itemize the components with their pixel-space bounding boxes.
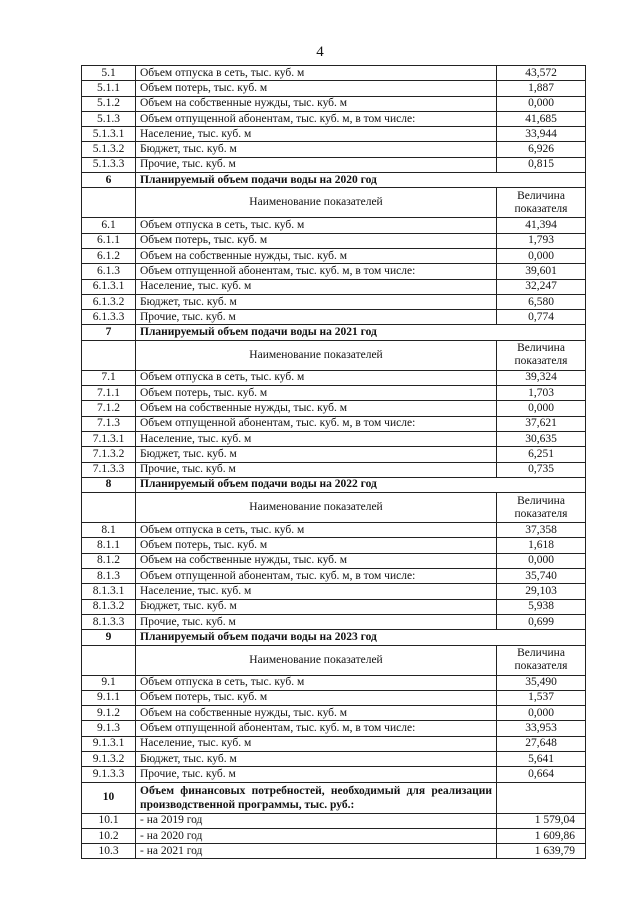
row-number: 5.1.3.3 [82,157,136,172]
row-number: 7.1.3.2 [82,447,136,462]
row-number: 5.1.1 [82,81,136,96]
table-row [82,690,586,705]
column-header-value: Величина показателя [497,493,586,523]
row-value: 5,641 [497,751,586,766]
table-row [82,675,586,690]
section-value [497,782,586,813]
row-label: Бюджет, тыс. куб. м [136,447,497,462]
row-value: 1,537 [497,690,586,705]
row-number: 9.1.1 [82,690,136,705]
row-label: Объем отпущенной абонентам, тыс. куб. м, в том числе: [136,264,497,279]
row-value: 5,938 [497,599,586,614]
row-value: 0,000 [497,96,586,111]
section-title: Планируемый объем подачи воды на 2022 год [136,477,586,492]
row-number: 8.1.3.3 [82,614,136,629]
row-number: 6.1.2 [82,248,136,263]
row-value: 0,664 [497,767,586,782]
section-title: Планируемый объем подачи воды на 2020 год [136,173,586,188]
table-row [82,584,586,599]
row-number: 10.1 [82,813,136,828]
table-row [82,96,586,111]
row-number: 10.2 [82,828,136,843]
row-label: Объем отпуска в сеть, тыс. куб. м [136,66,497,81]
row-label: Объем отпущенной абонентам, тыс. куб. м, в том числе: [136,721,497,736]
row-number: 10.3 [82,844,136,859]
row-label: Объем отпущенной абонентам, тыс. куб. м, в том числе: [136,569,497,584]
row-label: Население, тыс. куб. м [136,279,497,294]
row-number: 8.1.3.1 [82,584,136,599]
row-label: Объем отпущенной абонентам, тыс. куб. м, в том числе: [136,416,497,431]
table-row [82,462,586,477]
table-row [82,813,586,828]
column-header-value: Величина показателя [497,188,586,218]
column-header-name: Наименование показателей [136,340,497,370]
section-row [82,630,586,645]
section-number: 9 [82,630,136,645]
row-label: Объем потерь, тыс. куб. м [136,81,497,96]
row-label: Объем отпуска в сеть, тыс. куб. м [136,675,497,690]
row-label: Объем на собственные нужды, тыс. куб. м [136,706,497,721]
table-row [82,279,586,294]
row-label: Объем отпущенной абонентам, тыс. куб. м, в том числе: [136,111,497,126]
table-row [82,127,586,142]
column-header-value: Величина показателя [497,340,586,370]
table-row [82,111,586,126]
row-label: Объем потерь, тыс. куб. м [136,538,497,553]
section-title: Планируемый объем подачи воды на 2023 год [136,630,586,645]
row-number: 6.1.3.2 [82,294,136,309]
row-label: Население, тыс. куб. м [136,736,497,751]
table-row [82,431,586,446]
row-label: Объем потерь, тыс. куб. м [136,690,497,705]
row-number: 9.1 [82,675,136,690]
table-row [82,706,586,721]
section-title: Объем финансовых потребностей, необходимый для реализации производственной программы, тыс. руб.: [136,782,497,813]
row-number: 8.1.3.2 [82,599,136,614]
row-value: 33,944 [497,127,586,142]
row-number: 8.1.3 [82,569,136,584]
row-number: 5.1.3 [82,111,136,126]
header-row [82,340,586,370]
row-number: 8.1 [82,523,136,538]
row-value: 0,815 [497,157,586,172]
row-label: Население, тыс. куб. м [136,584,497,599]
row-label: Объем на собственные нужды, тыс. куб. м [136,553,497,568]
row-value: 35,740 [497,569,586,584]
row-value: 0,774 [497,310,586,325]
row-label: Бюджет, тыс. куб. м [136,599,497,614]
row-value: 37,358 [497,523,586,538]
row-label: Прочие, тыс. куб. м [136,310,497,325]
row-number: 7.1.3 [82,416,136,431]
row-number: 6.1.3.3 [82,310,136,325]
table-row [82,370,586,385]
row-value: 1 609,86 [497,828,586,843]
row-value: 0,000 [497,248,586,263]
table-row [82,157,586,172]
header-blank-cell [82,188,136,218]
row-label: Прочие, тыс. куб. м [136,767,497,782]
table-body [82,66,586,859]
row-label: Объем отпуска в сеть, тыс. куб. м [136,370,497,385]
table-row [82,218,586,233]
row-value: 29,103 [497,584,586,599]
row-number: 5.1 [82,66,136,81]
table-row [82,767,586,782]
table-row [82,447,586,462]
row-number: 6.1.3.1 [82,279,136,294]
row-value: 37,621 [497,416,586,431]
row-label: Объем на собственные нужды, тыс. куб. м [136,401,497,416]
table-row [82,553,586,568]
row-value: 30,635 [497,431,586,446]
header-row [82,188,586,218]
row-value: 32,247 [497,279,586,294]
row-number: 5.1.3.2 [82,142,136,157]
section-row [82,173,586,188]
column-header-name: Наименование показателей [136,493,497,523]
table-row [82,401,586,416]
row-label: - на 2021 год [136,844,497,859]
row-label: Бюджет, тыс. куб. м [136,294,497,309]
table-row [82,599,586,614]
section-title: Планируемый объем подачи воды на 2021 год [136,325,586,340]
row-value: 1,887 [497,81,586,96]
table-row [82,310,586,325]
section-row [82,477,586,492]
row-value: 41,394 [497,218,586,233]
row-value: 0,000 [497,553,586,568]
row-value: 41,685 [497,111,586,126]
row-value: 39,324 [497,370,586,385]
table-row [82,523,586,538]
row-number: 7.1.3.3 [82,462,136,477]
row-value: 0,735 [497,462,586,477]
section-row [82,325,586,340]
table-row [82,538,586,553]
table-row [82,751,586,766]
row-number: 7.1.2 [82,401,136,416]
row-value: 1 579,04 [497,813,586,828]
section-number: 6 [82,173,136,188]
row-label: Объем отпуска в сеть, тыс. куб. м [136,218,497,233]
row-label: Бюджет, тыс. куб. м [136,751,497,766]
row-label: Объем потерь, тыс. куб. м [136,233,497,248]
row-value: 0,000 [497,706,586,721]
table-row [82,66,586,81]
row-label: - на 2020 год [136,828,497,843]
row-number: 5.1.3.1 [82,127,136,142]
row-number: 7.1 [82,370,136,385]
indicators-table [81,65,586,859]
row-value: 6,251 [497,447,586,462]
header-row [82,645,586,675]
row-value: 43,572 [497,66,586,81]
row-number: 6.1.3 [82,264,136,279]
row-label: Объем потерь, тыс. куб. м [136,386,497,401]
row-value: 1 639,79 [497,844,586,859]
table-row [82,721,586,736]
table-row [82,569,586,584]
row-value: 35,490 [497,675,586,690]
table-row [82,736,586,751]
row-value: 1,793 [497,233,586,248]
row-number: 7.1.3.1 [82,431,136,446]
table-row [82,248,586,263]
section-number: 8 [82,477,136,492]
row-value: 1,618 [497,538,586,553]
row-value: 27,648 [497,736,586,751]
row-number: 9.1.3.2 [82,751,136,766]
row-number: 9.1.3 [82,721,136,736]
row-label: Объем на собственные нужды, тыс. куб. м [136,248,497,263]
row-number: 8.1.1 [82,538,136,553]
table-row [82,416,586,431]
row-number: 9.1.3.1 [82,736,136,751]
row-value: 0,000 [497,401,586,416]
row-label: - на 2019 год [136,813,497,828]
page-number: 4 [316,44,324,60]
row-label: Объем на собственные нужды, тыс. куб. м [136,96,497,111]
row-label: Прочие, тыс. куб. м [136,462,497,477]
row-label: Объем отпуска в сеть, тыс. куб. м [136,523,497,538]
row-value: 6,926 [497,142,586,157]
table-row [82,386,586,401]
header-blank-cell [82,340,136,370]
row-number: 7.1.1 [82,386,136,401]
table-row [82,264,586,279]
row-number: 5.1.2 [82,96,136,111]
row-label: Население, тыс. куб. м [136,127,497,142]
table-row [82,81,586,96]
row-label: Бюджет, тыс. куб. м [136,142,497,157]
row-label: Прочие, тыс. куб. м [136,614,497,629]
section-row [82,782,586,813]
column-header-name: Наименование показателей [136,188,497,218]
row-value: 0,699 [497,614,586,629]
header-row [82,493,586,523]
row-label: Прочие, тыс. куб. м [136,157,497,172]
row-number: 9.1.2 [82,706,136,721]
table-row [82,844,586,859]
table-row [82,142,586,157]
table-row [82,233,586,248]
table-row [82,614,586,629]
row-value: 6,580 [497,294,586,309]
row-value: 1,703 [497,386,586,401]
row-label: Население, тыс. куб. м [136,431,497,446]
header-blank-cell [82,493,136,523]
table-row [82,828,586,843]
section-number: 10 [82,782,136,813]
row-value: 33,953 [497,721,586,736]
header-blank-cell [82,645,136,675]
section-number: 7 [82,325,136,340]
row-number: 9.1.3.3 [82,767,136,782]
column-header-name: Наименование показателей [136,645,497,675]
row-number: 8.1.2 [82,553,136,568]
row-number: 6.1 [82,218,136,233]
row-number: 6.1.1 [82,233,136,248]
row-value: 39,601 [497,264,586,279]
table-row [82,294,586,309]
column-header-value: Величина показателя [497,645,586,675]
